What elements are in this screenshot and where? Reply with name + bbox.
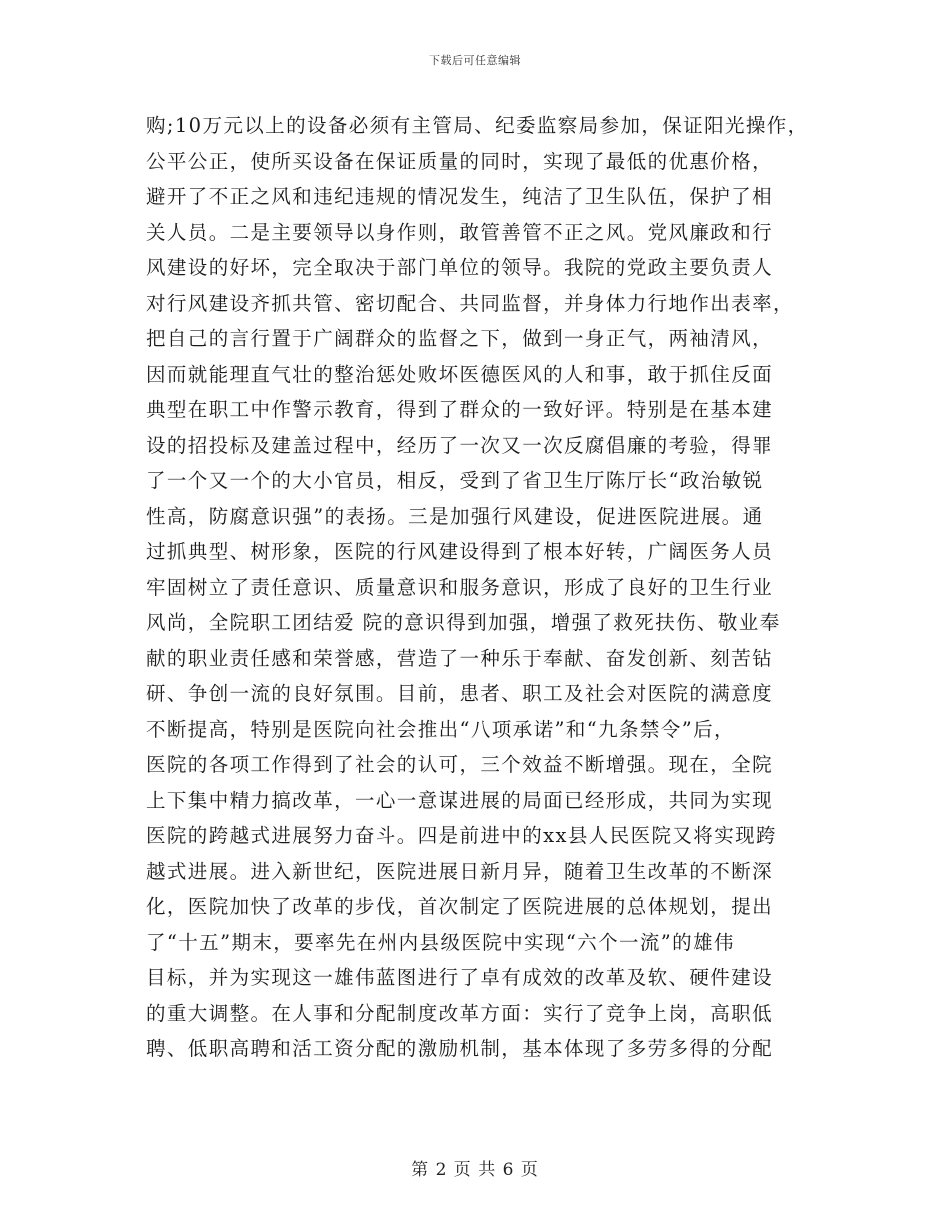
- page-header: 下载后可任意编辑: [429, 54, 521, 67]
- text-line: 研、争创一流的良好氛围。目前，患者、职工及社会对医院的满意度: [146, 682, 774, 705]
- text-line: 上下集中精力搞改革，一心一意谋进展的局面已经形成，共同为实现: [146, 788, 774, 812]
- text-line: 目标，并为实现这一雄伟蓝图进行了卓有成效的改革及软、硬件建设: [146, 966, 774, 989]
- text-line: 了“十五”期末，要率先在州内县级医院中实现“六个一流”的雄伟: [146, 930, 735, 954]
- text-line: 越式进展。进入新世纪，医院进展日新月异，随着卫生改革的不断深: [146, 859, 774, 883]
- text-line: 了一个又一个的大小官员，相反，受到了省卫生厅陈厅长“政治敏锐: [146, 469, 764, 492]
- text-line: 因而就能理直气壮的整治惩处败坏医德医风的人和事，敢于抓住反面: [146, 362, 774, 386]
- text-line: 的重大调整。在人事和分配制度改革方面：实行了竞争上岗，高职低: [146, 1001, 774, 1025]
- text-line: 避开了不正之风和违纪违规的情况发生，纯洁了卫生队伍，保护了相: [146, 185, 774, 208]
- text-line: 性高，防腐意识强”的表扬。三是加强行风建设，促进医院进展。通: [146, 504, 764, 528]
- text-line: 购;10万元以上的设备必须有主管局、纪委监察局参加，保证阳光操作，: [146, 114, 809, 137]
- text-line: 献的职业责任感和荣誉感，营造了一种乐于奉献、奋发创新、刻苦钻: [146, 646, 774, 670]
- text-line: 风尚，全院职工团结爱 院的意识得到加强，增强了救死扶伤、敬业奉: [146, 611, 781, 634]
- text-line: 医院的各项工作得到了社会的认可，三个效益不断增强。现在，全院: [146, 753, 774, 776]
- text-line: 公平公正，使所买设备在保证质量的同时，实现了最低的优惠价格，: [146, 149, 774, 173]
- text-line: 关人员。二是主要领导以身作则，敢管善管不正之风。党风廉政和行: [146, 220, 774, 244]
- text-line: 牢固树立了责任意识、质量意识和服务意识，形成了良好的卫生行业: [146, 575, 774, 599]
- text-line: 风建设的好坏，完全取决于部门单位的领导。我院的党政主要负责人: [146, 256, 774, 279]
- document-body: [146, 108, 836, 1067]
- text-line: 设的招投标及建盖过程中，经历了一次又一次反腐倡廉的考验，得罪: [146, 433, 774, 457]
- page-number-footer: 第 2 页 共 6 页: [411, 1160, 539, 1180]
- text-line: 化，医院加快了改革的步伐，首次制定了医院进展的总体规划，提出: [146, 895, 774, 918]
- text-line: 聘、低职高聘和活工资分配的激励机制，基本体现了多劳多得的分配: [146, 1037, 774, 1060]
- text-line: 过抓典型、树形象，医院的行风建设得到了根本好转，广阔医务人员: [146, 540, 774, 563]
- text-line: 不断提高，特别是医院向社会推出“八项承诺”和“九条禁令”后，: [146, 717, 735, 741]
- text-line: 医院的跨越式进展努力奋斗。四是前进中的xx县人民医院又将实现跨: [146, 824, 777, 847]
- text-line: 典型在职工中作警示教育，得到了群众的一致好评。特别是在基本建: [146, 398, 774, 421]
- text-line: 对行风建设齐抓共管、密切配合、共同监督，并身体力行地作出表率，: [146, 291, 794, 315]
- text-line: 把自己的言行置于广阔群众的监督之下，做到一身正气，两袖清风，: [146, 327, 774, 350]
